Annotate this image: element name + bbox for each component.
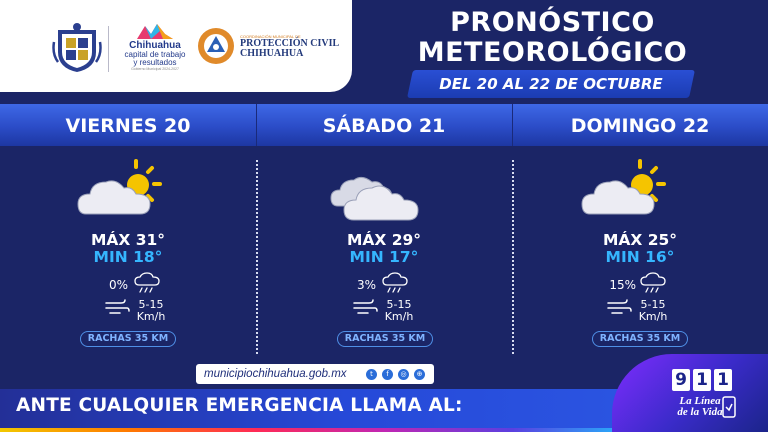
date-range: DEL 20 AL 22 DE OCTUBRE	[439, 75, 663, 93]
emergency-digit: 9	[672, 369, 690, 391]
gusts-badge: RACHAS 35 KM	[337, 331, 433, 347]
rain-probability: 0%	[108, 278, 128, 292]
min-temp: MIN 16°	[605, 248, 675, 266]
linea-text-1: La Línea	[679, 395, 721, 407]
min-temp: MIN 18°	[93, 248, 163, 266]
facebook-icon[interactable]: f	[382, 369, 393, 380]
phone-icon	[722, 396, 736, 418]
emergency-text: ANTE CUALQUIER EMERGENCIA LLAMA AL:	[16, 395, 463, 416]
twitter-icon[interactable]: t	[366, 369, 377, 380]
linea-text-2: de la Vida	[677, 406, 723, 418]
rain-cloud-icon	[134, 272, 160, 294]
chihuahua-logo-small: Gobierno Municipal 2024-2027	[131, 67, 179, 71]
day-title-friday: VIERNES 20	[65, 115, 191, 137]
max-temp: MÁX 31°	[90, 231, 166, 249]
logo-divider	[108, 26, 109, 72]
rain-probability: 3%	[356, 278, 376, 292]
web-icon[interactable]: ⊕	[414, 369, 425, 380]
chihuahua-logo-slogan-1: capital de trabajo	[124, 50, 186, 59]
emergency-911-panel	[612, 354, 768, 432]
rain-probability: 15%	[609, 278, 636, 292]
wind-unit: Km/h	[384, 310, 414, 323]
partly-cloudy-sun-icon	[76, 158, 168, 224]
title-line-1: PRONÓSTICO	[450, 7, 655, 38]
rain-cloud-icon	[382, 272, 408, 294]
max-temp: MÁX 25°	[602, 231, 678, 249]
title-line-2: METEOROLÓGICO	[417, 37, 688, 68]
pc-small-text: COORDINACIÓN MUNICIPAL DE	[240, 34, 301, 39]
emergency-digit: 1	[693, 369, 711, 391]
instagram-icon[interactable]: ◎	[398, 369, 409, 380]
proteccion-civil-emblem-icon	[196, 26, 236, 66]
partly-cloudy-sun-icon	[580, 158, 672, 224]
wind-unit: Km/h	[638, 310, 668, 323]
website-link[interactable]: municipiochihuahua.gob.mx	[204, 368, 347, 380]
linea-de-la-vida-text	[670, 396, 730, 418]
gusts-badge: RACHAS 35 KM	[592, 331, 688, 347]
day-title-saturday: SÁBADO 21	[322, 115, 446, 137]
chihuahua-mountains-icon	[135, 22, 175, 40]
chihuahua-logo	[113, 22, 197, 72]
max-temp: MÁX 29°	[346, 231, 422, 249]
page-title	[390, 8, 715, 68]
wind-range: 5-15	[386, 298, 412, 311]
proteccion-civil-text	[240, 34, 350, 59]
pc-title-2: CHIHUAHUA	[240, 48, 304, 59]
wind-range: 5-15	[640, 298, 666, 311]
chihuahua-logo-slogan-2: y resultados	[133, 58, 177, 67]
day-title-sunday: DOMINGO 22	[570, 115, 710, 137]
rain-cloud-icon	[640, 272, 666, 294]
chihuahua-logo-title: Chihuahua	[129, 40, 181, 51]
min-temp: MIN 17°	[349, 248, 419, 266]
emergency-digit: 1	[714, 369, 732, 391]
wind-range: 5-15	[138, 298, 164, 311]
municipal-seal-icon	[52, 22, 102, 74]
gusts-badge: RACHAS 35 KM	[80, 331, 176, 347]
pc-title-1: PROTECCIÓN CIVIL	[240, 38, 340, 49]
cloudy-icon	[330, 166, 424, 224]
wind-unit: Km/h	[136, 310, 166, 323]
